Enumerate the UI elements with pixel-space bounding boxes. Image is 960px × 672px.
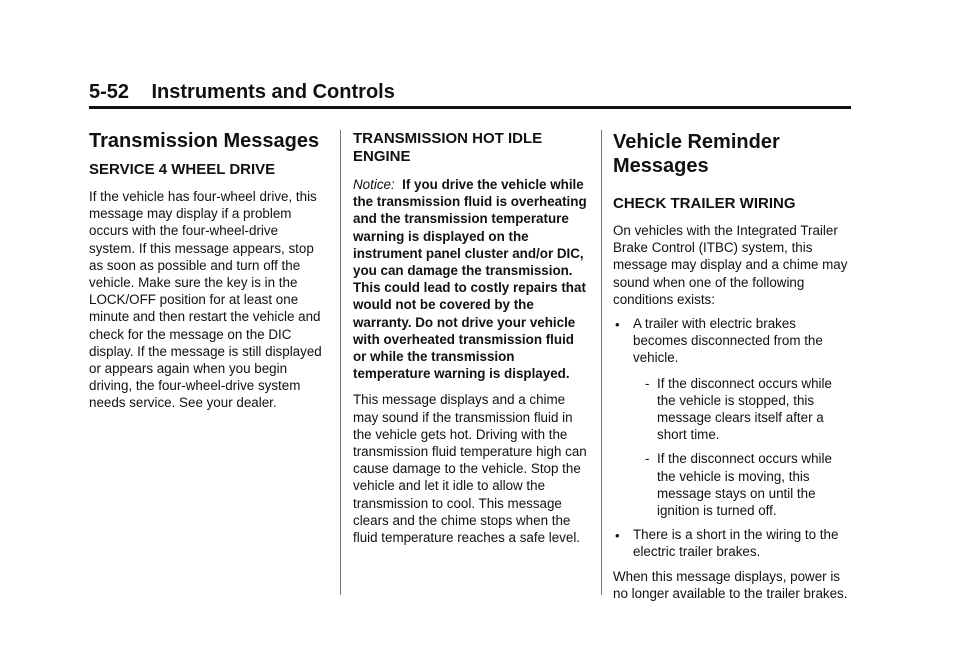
bullet-icon: • bbox=[615, 528, 620, 544]
list-item-text: There is a short in the wiring to the electric trailer brakes. bbox=[633, 527, 839, 560]
check-trailer-subheading: CHECK TRAILER WIRING bbox=[613, 195, 796, 212]
column-vehicle-reminder bbox=[613, 130, 853, 602]
sub-list-item bbox=[633, 450, 853, 519]
page-number: 5-52 bbox=[89, 81, 130, 103]
conditions-list bbox=[613, 315, 853, 561]
column-divider-2 bbox=[601, 130, 602, 595]
notice-paragraph bbox=[353, 176, 591, 382]
column-divider-1 bbox=[340, 130, 341, 595]
notice-text: If you drive the vehicle while the transmission fluid is overheating and the transmission temperature warning is displayed on the instrument panel cluster and/or DIC, you can damage the transmission. This could lead to costly repairs that would not be covered by the warranty. Do not drive your vehicle with overheated transmission fluid or while the transmission temperature warning is displayed. bbox=[353, 177, 587, 382]
transmission-hot-subheading: TRANSMISSION HOT IDLE ENGINE bbox=[353, 130, 543, 165]
dash-icon: - bbox=[645, 375, 650, 391]
page-header bbox=[89, 80, 851, 109]
check-trailer-intro: On vehicles with the Integrated Trailer Brake Control (ITBC) system, this message may display and a chime may sound when one of the following conditions exists: bbox=[613, 223, 848, 307]
check-trailer-outro: When this message displays, power is no longer available to the trailer brakes. bbox=[613, 568, 848, 601]
section-title: Instruments and Controls bbox=[151, 81, 395, 103]
column-transmission-messages bbox=[89, 130, 325, 412]
service-4wd-subheading: SERVICE 4 WHEEL DRIVE bbox=[89, 161, 276, 178]
notice-label: Notice: bbox=[353, 177, 395, 192]
service-4wd-body: If the vehicle has four-wheel drive, this message may display if a problem occurs with the four-wheel-drive system. If this message appears, stop as soon as possible and turn off the vehicle. Make sure the key is in the LOCK/OFF position for at least one minute and then restart the vehicle and check for the message on the DIC display. If the message is still displayed or appears again when you begin driving, the four-wheel-drive system needs service. See your dealer. bbox=[89, 189, 322, 411]
list-item-text: A trailer with electric brakes becomes disconnected from the vehicle. bbox=[633, 316, 823, 366]
sub-list-item-text: If the disconnect occurs while the vehicle is moving, this message stays on until the ignition is turned off. bbox=[657, 451, 832, 519]
vehicle-reminder-heading: Vehicle Reminder Messages bbox=[613, 131, 780, 177]
column-transmission-hot bbox=[353, 130, 591, 546]
sub-list-item-text: If the disconnect occurs while the vehicle is stopped, this message clears itself after a short time. bbox=[657, 375, 832, 443]
sub-list bbox=[633, 375, 853, 520]
list-item bbox=[613, 526, 853, 560]
list-item bbox=[613, 315, 853, 519]
sub-list-item bbox=[633, 375, 853, 444]
dash-icon: - bbox=[645, 451, 650, 467]
transmission-messages-heading: Transmission Messages bbox=[89, 130, 320, 152]
transmission-hot-body: This message displays and a chime may sound if the transmission fluid in the vehicle gets hot. Driving with the transmission fluid temperature high can cause damage to the vehicle. Stop the vehicle and let it idle to allow the transmission to cool. This message clears and the chime stops when the fluid temperature reaches a safe level. bbox=[353, 392, 587, 546]
bullet-icon: • bbox=[615, 317, 620, 333]
